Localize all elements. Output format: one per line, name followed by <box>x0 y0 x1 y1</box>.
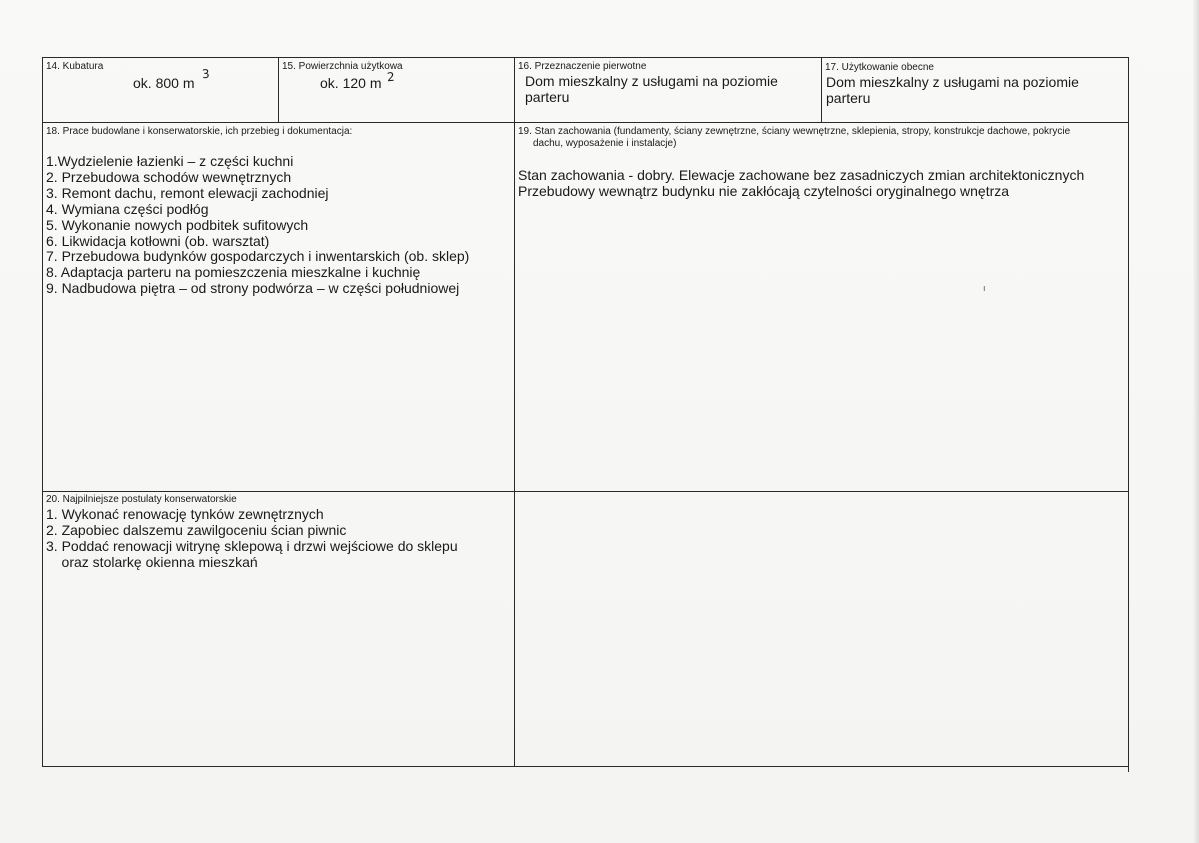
field-14-value: ok. 800 m <box>133 75 195 91</box>
field-20-label: 20. Najpilniejsze postulaty konserwatorskie <box>46 494 237 505</box>
list-item: 9. Nadbudowa piętra – od strony podwórza – w części południowej <box>46 280 460 297</box>
field-18-work-list <box>46 154 469 297</box>
field-15-label: 15. Powierzchnia użytkowa <box>282 61 403 72</box>
list-item: 1. Wykonać renowację tynków zewnętrznych <box>46 506 324 522</box>
table-bottom-border <box>42 766 1129 767</box>
list-item: 2. Zapobiec dalszemu zawilgoceniu ścian piwnic <box>46 521 347 538</box>
field-14-label: 14. Kubatura <box>46 61 104 72</box>
field-16-value-line2: parteru <box>525 89 570 105</box>
field-19-label-line1: 19. Stan zachowania (fundamenty, ściany zewnętrzne, ściany wewnętrzne, sklepienia, stropy, konstrukcje dachowe, pokrycie <box>518 126 1071 137</box>
field-17-value-line1: Dom mieszkalny z usługami na poziomie <box>826 74 1079 90</box>
col-divider-16-17 <box>821 57 822 123</box>
list-item: 8. Adaptacja parteru na pomieszczenia mieszkalne i kuchnię <box>46 264 421 281</box>
table-top-border <box>42 57 1129 58</box>
page-edge-shadow <box>1193 0 1199 843</box>
list-item: 1.Wydzielenie łazienki – z części kuchni <box>46 153 294 169</box>
field-18-label: 18. Prace budowlane i konserwatorskie, ich przebieg i dokumentacja: <box>46 126 353 137</box>
field-19-label <box>518 126 1122 150</box>
table-right-border <box>1128 57 1129 772</box>
scan-speck: ı <box>983 283 986 293</box>
field-17-label: 17. Użytkowanie obecne <box>825 62 934 73</box>
field-16-label: 16. Przeznaczenie pierwotne <box>518 61 647 72</box>
field-16-value-line1: Dom mieszkalny z usługami na poziomie <box>525 73 778 89</box>
row1-bottom-border <box>42 122 1129 123</box>
field-15-superscript: 2 <box>386 69 396 85</box>
field-19-text-line2: Przebudowy wewnątrz budynku nie zakłócają czytelności oryginalnego wnętrza <box>518 183 1010 199</box>
list-item: 4. Wymiana części podłóg <box>46 200 209 217</box>
list-item: 2. Przebudowa schodów wewnętrznych <box>46 168 292 185</box>
row2-bottom-border <box>42 491 1129 492</box>
field-15-value: ok. 120 m <box>320 75 382 91</box>
table-left-border <box>42 57 43 767</box>
list-item: oraz stolarkę okienna mieszkań <box>46 553 258 570</box>
list-item: 3. Remont dachu, remont elewacji zachodniej <box>46 184 329 201</box>
field-20-postulates-list <box>46 507 458 571</box>
list-item: 5. Wykonanie nowych podbitek sufitowych <box>46 216 309 233</box>
col-divider-main <box>514 57 515 767</box>
field-19-label-line2: dachu, wyposażenie i instalacje) <box>533 138 677 149</box>
col-divider-14-15 <box>278 57 279 123</box>
field-17-value-line2: parteru <box>826 90 871 106</box>
field-19-text-line1: Stan zachowania - dobry. Elewacje zachowane bez zasadniczych zmian architektonicznych <box>518 167 1085 183</box>
list-item: 3. Poddać renowacji witrynę sklepową i drzwi wejściowe do sklepu <box>46 537 458 554</box>
list-item: 7. Przebudowa budynków gospodarczych i inwentarskich (ob. sklep) <box>46 248 470 265</box>
list-item: 6. Likwidacja kotłowni (ob. warsztat) <box>46 232 270 249</box>
field-14-superscript: 3 <box>201 66 211 82</box>
